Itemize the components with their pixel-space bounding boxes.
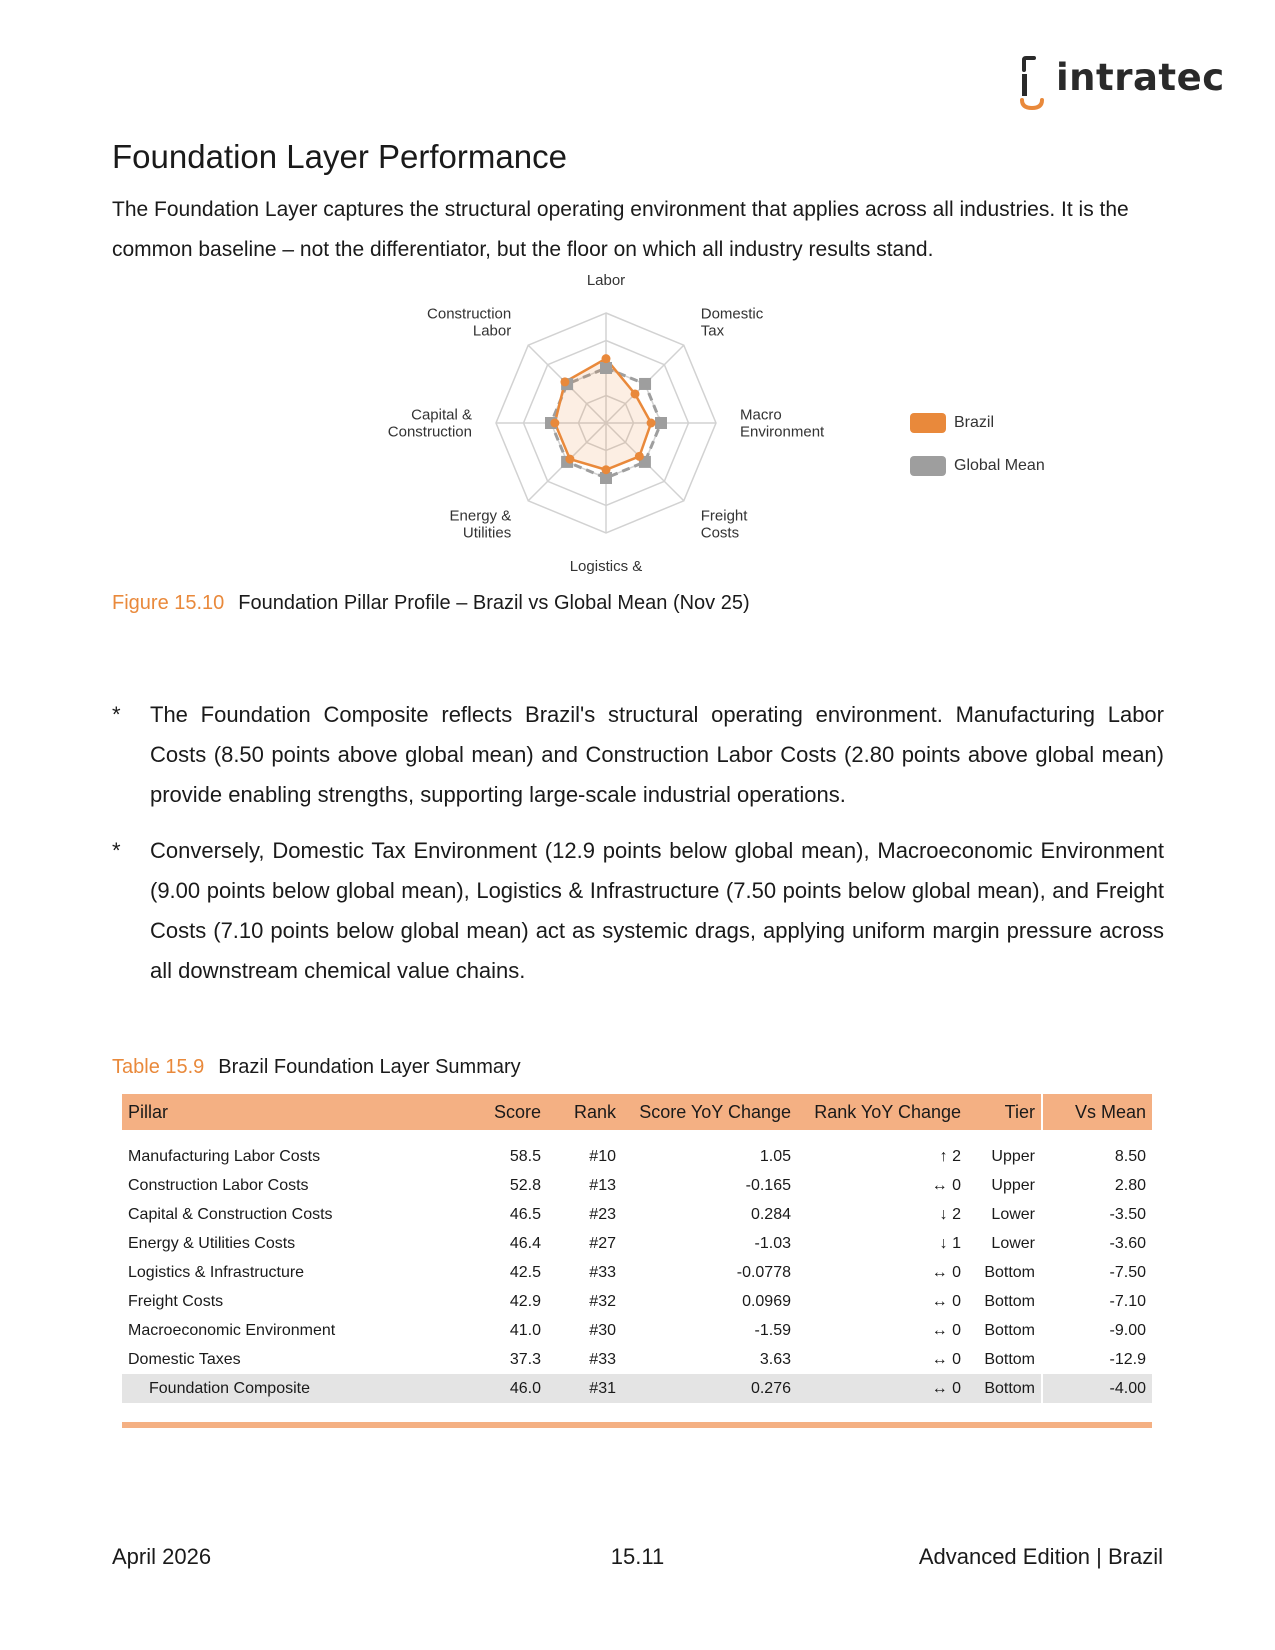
table-row [122,1316,1152,1345]
cell-tier: Bottom [984,1321,1035,1339]
figure-caption-text: Foundation Pillar Profile – Brazil vs Global Mean (Nov 25) [238,592,750,614]
global-mean-point [600,362,612,374]
cell-score: 58.5 [509,1147,541,1165]
cell-rank: #30 [589,1321,616,1339]
cell-vs-mean: -7.50 [1042,1258,1152,1287]
cell-score-yoy: 0.284 [750,1205,791,1223]
cell-pillar: Domestic Taxes [128,1350,241,1368]
cell-vs-mean: 8.50 [1042,1142,1152,1171]
cell-rank: #23 [589,1205,616,1223]
spacer-cell [122,1130,1152,1142]
table-number: Table 15.9 [112,1056,205,1078]
table-bottom-rule [122,1422,1152,1428]
table-caption [112,1056,521,1079]
brazil-point [602,354,611,363]
cell-vs-mean: -7.10 [1042,1287,1152,1316]
cell-tier: Bottom [967,1374,1042,1403]
cell-tier: Lower [991,1234,1035,1252]
table-caption-text: Brazil Foundation Layer Summary [218,1056,521,1078]
cell-rank: #10 [589,1147,616,1165]
figure-number: Figure 15.10 [112,592,225,614]
cell-pillar: Macroeconomic Environment [128,1321,336,1339]
cell-score-yoy: -0.0778 [736,1263,791,1281]
cell-rank: #33 [589,1350,616,1368]
axis-label-line: Logistics & [569,558,643,575]
composite-row [122,1374,1152,1403]
axis-label [427,306,511,340]
cell-pillar: Logistics & Infrastructure [128,1263,305,1281]
table-row [122,1258,1152,1287]
axis-label-line: Labor [472,322,512,340]
cell-score: 46.0 [477,1374,547,1403]
table-row [122,1229,1152,1258]
table-spacer-row [122,1130,1152,1142]
cell-vs-mean: -12.9 [1042,1345,1152,1374]
cell-tier: Bottom [984,1292,1035,1310]
figure-caption [112,592,750,615]
axis-label [587,272,625,289]
table-row [122,1171,1152,1200]
axis-label [388,407,472,441]
footer-date: April 2026 [112,1544,212,1569]
axis-label-line: Capital & [411,406,472,424]
cell-rank: #32 [589,1292,616,1310]
axis-label-line: Domestic [700,305,764,323]
axis-label-line: Macro [740,406,782,424]
cell-rank: #31 [547,1374,622,1403]
cell-pillar: Freight Costs [128,1292,224,1310]
cell-tier: Bottom [984,1350,1035,1368]
cell-vs-mean: -3.50 [1042,1200,1152,1229]
foundation-radar-chart [387,272,890,595]
axis-label-line: Costs [700,524,740,542]
axis-label [701,507,749,541]
axis-label [450,507,512,541]
column-header-pillar: Pillar [122,1094,477,1130]
axis-label [701,306,764,340]
cell-score: 46.5 [509,1205,541,1223]
logo-wordmark: intratec [1056,56,1225,99]
legend-item [910,453,1045,479]
brazil-point [565,455,574,464]
cell-score-yoy: -1.03 [754,1234,791,1252]
cell-score-yoy: 0.276 [622,1374,797,1403]
cell-rank: #13 [589,1176,616,1194]
axis-label-line: Freight [700,507,748,525]
page-title: Foundation Layer Performance [112,138,567,175]
global-mean-point [655,417,667,429]
axis-label-line: Tax [700,322,725,340]
intro-paragraph: The Foundation Layer captures the structural operating environment that applies across all industries. It is the common baseline – not the differentiator, but the floor on which all industry results stand. [112,198,1129,261]
bullet-text: Conversely, Domestic Tax Environment (12.9 points below global mean), Macroeconomic Environment (9.00 points below global mean), Logistics & Infrastructure (7.50 points below global mean), and Freight Costs (7.10 points below global mean) act as systemic drags, applying uniform margin pressure across all downstream chemical value chains. [150,838,1164,983]
cell-tier: Upper [991,1176,1035,1194]
axis-label-line: Construction [387,423,472,441]
cell-rank-yoy: ↔ 0 [931,1263,961,1281]
legend-label: Brazil [954,414,995,431]
cell-tier: Upper [991,1147,1035,1165]
global-mean-point [639,378,651,390]
cell-vs-mean: -9.00 [1042,1316,1152,1345]
cell-vs-mean: -4.00 [1042,1374,1152,1403]
bullet-item [112,695,1164,815]
footer-page-number: 15.11 [610,1544,665,1569]
cell-score: 37.3 [509,1350,541,1368]
cell-rank-yoy: ↔ 0 [931,1292,961,1310]
legend-label: Global Mean [954,457,1045,474]
bullet-text: The Foundation Composite reflects Brazil's structural operating environment. Manufacturing Labor Costs (8.50 points above global mean) and Construction Labor Costs (2.80 points above global mean) provide enabling strengths, supporting large-scale industrial operations. [150,702,1164,807]
bullet-list [112,695,1164,1007]
brazil-point [635,452,644,461]
column-header-rank: Rank [547,1094,622,1130]
cell-rank: #27 [589,1234,616,1252]
cell-score-yoy: -1.59 [754,1321,791,1339]
cell-vs-mean: -3.60 [1042,1229,1152,1258]
cell-score-yoy: 0.0969 [742,1292,791,1310]
table-row [122,1200,1152,1229]
cell-vs-mean: 2.80 [1042,1171,1152,1200]
bullet-marker: * [112,838,121,863]
bullet-marker: * [112,702,121,727]
table-row [122,1287,1152,1316]
logo-mark-icon [1018,56,1058,112]
cell-pillar: Capital & Construction Costs [128,1205,333,1223]
cell-rank-yoy: ↔ 0 [931,1350,961,1368]
cell-rank-yoy: ↓ 1 [939,1234,961,1252]
brazil-point [631,389,640,398]
cell-score: 46.4 [509,1234,541,1252]
column-header-rank-yoy: Rank YoY Change [797,1094,967,1130]
cell-score-yoy: 3.63 [759,1350,791,1368]
axis-label-line: Utilities [462,524,512,542]
cell-score: 42.5 [509,1263,541,1281]
cell-rank: #33 [589,1263,616,1281]
brazil-point [602,465,611,474]
cell-pillar: Manufacturing Labor Costs [128,1147,321,1165]
cell-rank-yoy: ↓ 2 [939,1205,961,1223]
cell-rank-yoy: ↔ 0 [797,1374,967,1403]
brazil-point [647,419,656,428]
cell-score: 42.9 [509,1292,541,1310]
intratec-logo [1018,56,1225,112]
cell-rank-yoy: ↔ 0 [931,1176,961,1194]
table-row [122,1142,1152,1171]
bullet-item [112,831,1164,991]
column-header-tier: Tier [967,1094,1042,1130]
column-header-vs-mean: Vs Mean [1042,1094,1152,1130]
cell-rank-yoy: ↔ 0 [931,1321,961,1339]
cell-score: 41.0 [509,1321,541,1339]
table-row [122,1345,1152,1374]
axis-label-line: Construction [427,305,512,323]
axis-label-line: Environment [740,423,825,441]
cell-pillar: Construction Labor Costs [128,1176,309,1194]
table-header-row [122,1094,1152,1130]
chart-legend [910,410,1045,496]
cell-score: 52.8 [509,1176,541,1194]
cell-score-yoy: -0.165 [745,1176,791,1194]
legend-swatch [910,413,946,433]
cell-rank-yoy: ↑ 2 [939,1147,961,1165]
brazil-point [550,419,559,428]
cell-pillar: Energy & Utilities Costs [128,1234,296,1252]
column-header-score: Score [477,1094,547,1130]
axis-label-line: Energy & [449,507,512,525]
footer-edition: Advanced Edition | Brazil [918,1544,1163,1569]
brazil-point [560,377,569,386]
cell-score-yoy: 1.05 [759,1147,791,1165]
axis-label [570,558,643,575]
axis-label [740,407,825,441]
column-header-score-yoy: Score YoY Change [622,1094,797,1130]
axis-label-line: Labor [586,272,626,289]
legend-item [910,410,1045,436]
cell-tier: Lower [991,1205,1035,1223]
foundation-summary-table [122,1094,1152,1403]
legend-swatch [910,456,946,476]
cell-pillar: Foundation Composite [122,1374,477,1403]
cell-tier: Bottom [984,1263,1035,1281]
